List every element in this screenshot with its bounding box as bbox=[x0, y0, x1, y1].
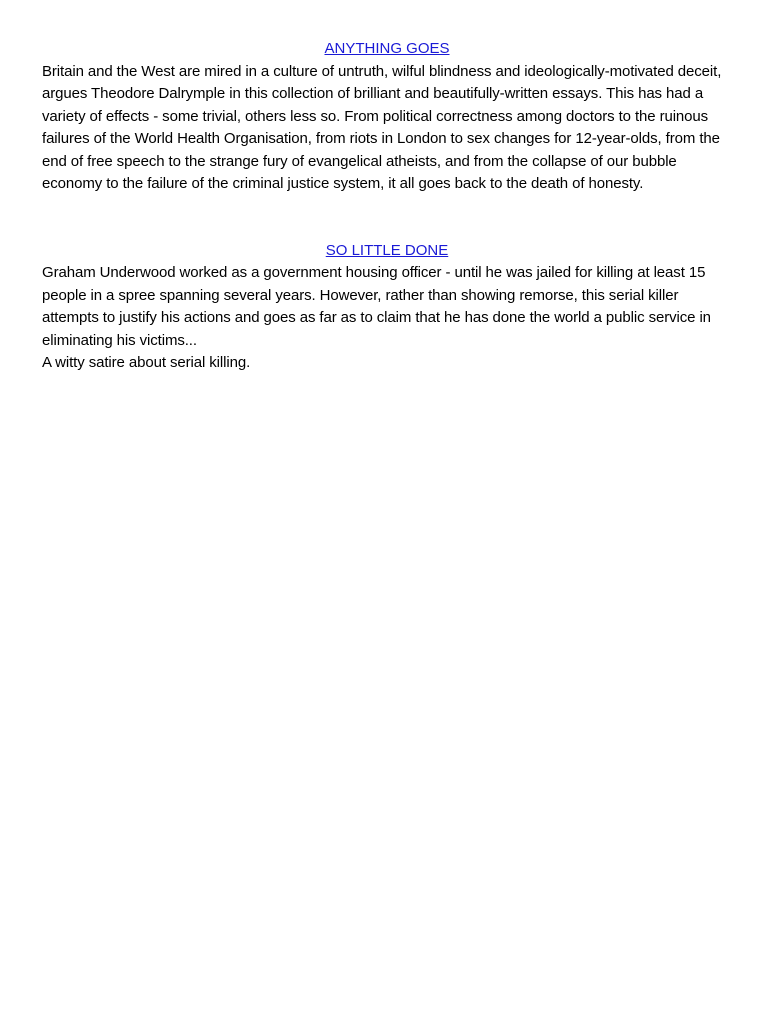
book-description: Graham Underwood worked as a government housing officer - until he was jailed for killing at least 15 people in a spree spanning several years. However, rather than showing remorse, this serial killer attempts to justify his actions and goes as far as to claim that he has done the world a public service in eliminating his victims... bbox=[42, 264, 711, 349]
document-page bbox=[42, 38, 732, 375]
book-title-link-anything-goes[interactable]: ANYTHING GOES bbox=[324, 40, 450, 57]
book-section-so-little-done bbox=[42, 240, 732, 375]
book-description: Britain and the West are mired in a culture of untruth, wilful blindness and ideologically-motivated deceit, argues Theodore Dalrymple in this collection of brilliant and beautifully-written essays. This has had a variety of effects - some trivial, others less so. From political correctness among doctors to the ruinous failures of the World Health Organisation, from riots in London to sex changes for 12-year-olds, from the end of free speech to the strange fury of evangelical atheists, and from the collapse of our bubble economy to the failure of the criminal justice system, it all goes back to the death of honesty. bbox=[42, 62, 722, 192]
book-section-anything-goes bbox=[42, 38, 732, 196]
book-title-link-so-little-done[interactable]: SO LITTLE DONE bbox=[325, 241, 449, 259]
book-tagline: A witty satire about serial killing. bbox=[42, 354, 251, 371]
